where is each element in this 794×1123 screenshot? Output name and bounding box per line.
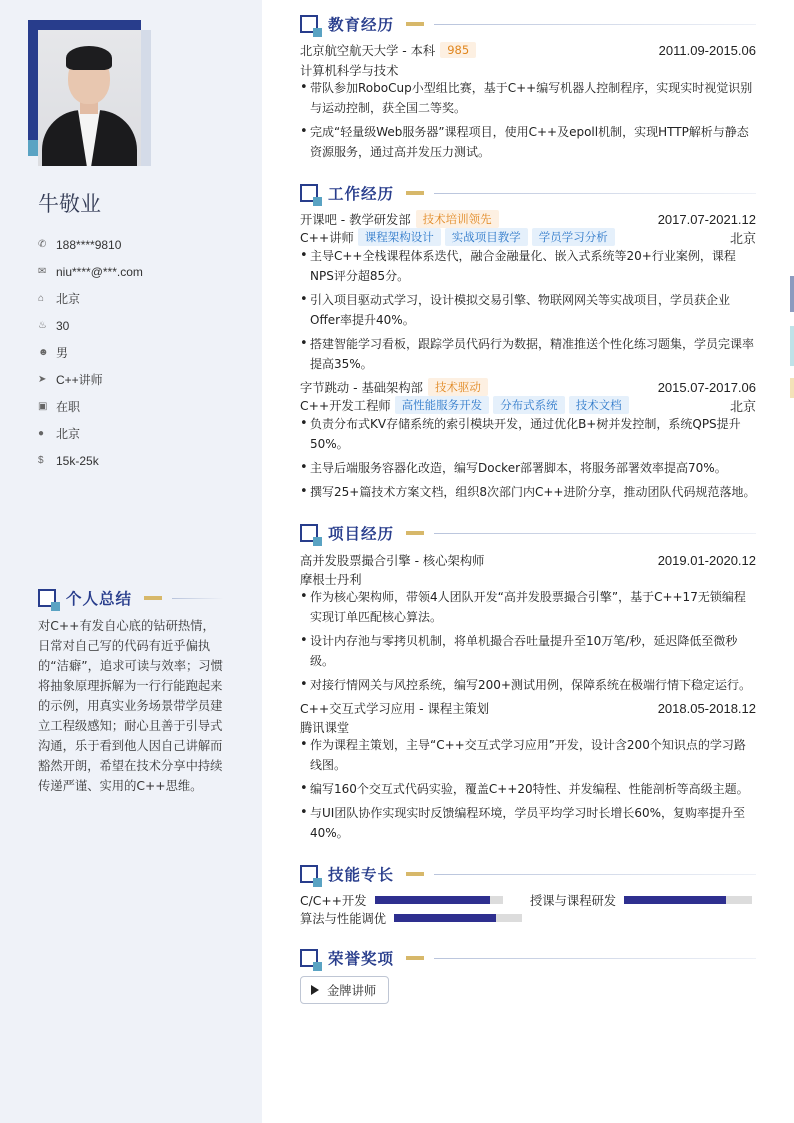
section-square-icon <box>300 865 318 883</box>
skill-name: 算法与性能调优 <box>300 912 387 926</box>
job-1-date: 2017.07-2021.12 <box>657 211 756 227</box>
salary-icon: $ <box>38 455 44 466</box>
skill-name: 授课与课程研发 <box>530 894 617 908</box>
gender-icon: ☻ <box>38 347 49 358</box>
education-section-header: 教育经历 <box>300 13 756 35</box>
school-name: 北京航空航天大学 - 本科 <box>300 44 436 58</box>
email-icon: ✉ <box>38 266 47 277</box>
award-badge <box>300 976 389 1004</box>
skill-bar <box>394 914 522 922</box>
job-1-role: C++讲师 <box>300 231 354 245</box>
list-item: • 与UI团队协作实现实时反馈编程环境，学员平均学习时长增长60%，复购率提升至40%。 <box>300 803 756 843</box>
education-bullets <box>300 78 756 166</box>
job-2-skill-tag: 高性能服务开发 <box>395 396 490 414</box>
info-status: ▣ 在职 <box>38 400 81 414</box>
job-1-city: 北京 <box>729 230 756 246</box>
skill-item <box>300 909 522 927</box>
skill-item <box>530 891 752 909</box>
send-icon: ➤ <box>38 374 47 385</box>
info-location: ● 北京 <box>38 427 81 441</box>
project-2-bullets <box>300 735 756 847</box>
list-item: • 负责分布式KV存储系统的索引模块开发，通过优化B+树并发控制，系统QPS提升50%。 <box>300 414 756 454</box>
candidate-name: 牛敬业 <box>38 192 101 216</box>
edge-mark <box>790 276 794 312</box>
job-2-skill-tag: 分布式系统 <box>493 396 565 414</box>
school-tag: 985 <box>440 42 476 58</box>
location-icon: ● <box>38 428 45 439</box>
info-position: ➤ C++讲师 <box>38 373 103 387</box>
job-2-tag: 技术驱动 <box>428 378 488 396</box>
list-item: • 对接行情网关与风控系统，编写200+测试用例，保障系统在极端行情下稳定运行。 <box>300 675 756 695</box>
major: 计算机科学与技术 <box>300 64 399 78</box>
job-2-company: 字节跳动 - 基础架构部 <box>300 381 423 395</box>
honors-section-header: 荣誉奖项 <box>300 947 756 969</box>
skill-bar-fill <box>394 914 496 922</box>
list-item: • 搭建智能学习看板，跟踪学员代码行为数据，精准推送个性化练习题集，学员完课率提高35%。 <box>300 334 756 374</box>
summary-title: 个人总结 <box>66 590 133 608</box>
edge-mark <box>790 378 794 398</box>
section-square-icon <box>300 184 318 202</box>
cake-icon: ♨ <box>38 320 47 331</box>
list-item: • 主导C++全栈课程体系迭代，融合金融量化、嵌入式系统等20+行业案例，课程NPS评分超85分。 <box>300 246 756 286</box>
list-item: • 设计内存池与零拷贝机制，将单机撮合吞吐量提升至10万笔/秒，延迟降低至微秒级。 <box>300 631 756 671</box>
job-1-company: 开课吧 - 教学研发部 <box>300 213 411 227</box>
skills-section-header: 技能专长 <box>300 863 756 885</box>
project-2-org: 腾讯课堂 <box>300 721 350 735</box>
section-square-icon <box>300 15 318 33</box>
job-2-row <box>300 378 756 396</box>
list-item: • 主导后端服务容器化改造，编写Docker部署脚本，将服务部署效率提高70%。 <box>300 458 756 478</box>
home-icon: ⌂ <box>38 293 45 304</box>
project-1-date: 2019.01-2020.12 <box>657 552 756 568</box>
sidebar <box>0 0 262 1123</box>
section-square-icon <box>300 524 318 542</box>
skill-item <box>300 891 503 909</box>
job-1-bullets <box>300 246 756 378</box>
project-1-row <box>300 551 756 569</box>
info-phone: ✆ 188****9810 <box>38 237 122 252</box>
list-item: • 作为课程主策划，主导“C++交互式学习应用”开发，设计含200个知识点的学习路线图。 <box>300 735 756 775</box>
job-1-skill-tag: 学员学习分析 <box>532 228 615 246</box>
job-1-skill-tag: 课程架构设计 <box>358 228 441 246</box>
job-1-skill-tag: 实战项目教学 <box>445 228 528 246</box>
education-date: 2011.09-2015.06 <box>658 42 756 58</box>
briefcase-icon: ▣ <box>38 401 48 412</box>
info-home: ⌂ 北京 <box>38 292 81 306</box>
award-label: 金牌讲师 <box>327 984 377 998</box>
job-1-row <box>300 210 756 228</box>
project-1-bullets <box>300 587 756 699</box>
job-2-date: 2015.07-2017.06 <box>657 379 756 395</box>
summary-section-header <box>38 587 223 609</box>
project-1-org: 摩根士丹利 <box>300 573 362 587</box>
skill-bar-fill <box>375 896 490 904</box>
list-item: • 编写160个交互式代码实验，覆盖C++20特性、并发编程、性能剖析等高级主题。 <box>300 779 756 799</box>
list-item: • 撰写25+篇技术方案文档，组织8次部门内C++进阶分享，推动团队代码规范落地。 <box>300 482 756 502</box>
summary-text: 对C++有发自心底的钻研热情，日常对自己写的代码有近乎偏执的“洁癖”，追求可读与效率；习惯将抽象原理拆解为一行行能跑起来的示例，用真实业务场景带学员建立工程级感知；耐心且善于引导式沟通，乐于看到他人因自己讲解而豁然开朗，希望在技术分享中持续传递严谨、实用的C++思维。 <box>38 619 223 793</box>
project-2-name: C++交互式学习应用 - 课程主策划 <box>300 702 490 716</box>
list-item: • 完成“轻量级Web服务器”课程项目，使用C++及epoll机制，实现HTTP解析与静态资源服务，通过高并发压力测试。 <box>300 122 756 162</box>
info-salary: $ 15k-25k <box>38 453 99 468</box>
play-triangle-icon <box>311 985 319 995</box>
work-section-header: 工作经历 <box>300 182 756 204</box>
info-gender: ☻ 男 <box>38 346 69 360</box>
section-square-icon <box>300 949 318 967</box>
list-item: • 带队参加RoboCup小型组比赛，基于C++编写机器人控制程序，实现实时视觉识别与运动控制，获全国二等奖。 <box>300 78 756 118</box>
project-2-date: 2018.05-2018.12 <box>657 700 756 716</box>
job-1-tag: 技术培训领先 <box>416 210 499 228</box>
skill-name: C/C++开发 <box>300 894 367 908</box>
info-age: ♨ 30 <box>38 318 70 333</box>
project-2-row <box>300 699 756 717</box>
skill-bar <box>375 896 503 904</box>
job-2-role-row <box>300 396 756 414</box>
skill-bar-fill <box>624 896 726 904</box>
list-item: • 引入项目驱动式学习，设计模拟交易引擎、物联网网关等实战项目，学员获企业Offer率提升40%。 <box>300 290 756 330</box>
project-1-name: 高并发股票撮合引擎 - 核心架构师 <box>300 554 485 568</box>
avatar <box>38 30 141 166</box>
photo-accent <box>28 140 38 156</box>
phone-icon: ✆ <box>38 239 47 250</box>
info-email: ✉ niu****@***.com <box>38 264 143 279</box>
education-row <box>300 41 756 59</box>
list-item: • 作为核心架构师，带领4人团队开发“高并发股票撮合引擎”，基于C++17无锁编程实现订单匹配核心算法。 <box>300 587 756 627</box>
job-2-skill-tag: 技术文档 <box>569 396 629 414</box>
projects-section-header: 项目经历 <box>300 522 756 544</box>
job-2-city: 北京 <box>729 398 756 414</box>
section-square-icon <box>38 589 56 607</box>
job-2-bullets <box>300 414 756 506</box>
skill-bar <box>624 896 752 904</box>
job-2-role: C++开发工程师 <box>300 399 391 413</box>
job-1-role-row <box>300 228 756 246</box>
edge-mark <box>790 326 794 366</box>
contact-info-list <box>38 231 248 474</box>
